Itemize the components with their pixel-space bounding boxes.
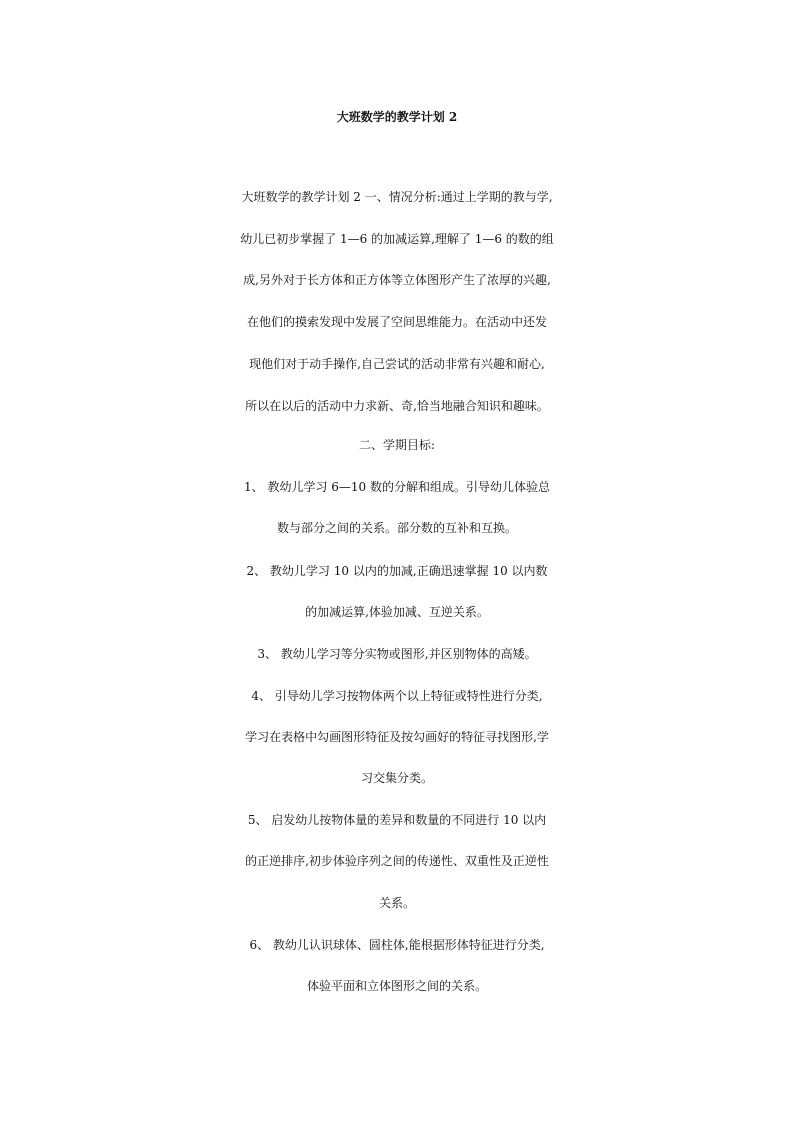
list-item-continuation: 学习在表格中勾画图形特征及按勾画好的特征寻找图形,学 xyxy=(245,730,549,744)
list-item-continuation: 关系。 xyxy=(378,896,415,910)
list-item: 6、 教幼儿认识球体、圆柱体,能根据形体特征进行分类, xyxy=(249,938,545,952)
text-line: 在他们的摸索发现中发展了空间思维能力。在活动中还发 xyxy=(246,315,547,329)
list-item: 2、 教幼儿学习 10 以内的加减,正确迅速掌握 10 以内数 xyxy=(246,564,548,578)
text-line: 成,另外对于长方体和正方体等立体图形产生了浓厚的兴趣, xyxy=(243,273,551,287)
list-item: 1、 教幼儿学习 6—10 数的分解和组成。引导幼儿体验总 xyxy=(244,480,550,494)
text-line: 所以在以后的活动中力求新、奇,恰当地融合知识和趣味。 xyxy=(245,399,549,413)
text-line: 现他们对于动手操作,自己尝试的活动非常有兴趣和耐心, xyxy=(249,357,545,371)
text-line: 大班数学的教学计划 2 一、情况分析:通过上学期的教与学, xyxy=(241,190,553,204)
list-item-continuation: 体验平面和立体图形之间的关系。 xyxy=(306,979,487,993)
list-item: 5、 启发幼儿按物体量的差异和数量的不同进行 10 以内 xyxy=(247,813,547,827)
list-item-continuation: 习交集分类。 xyxy=(360,771,433,785)
list-item: 4、 引导幼儿学习按物体两个以上特征或特性进行分类, xyxy=(251,689,543,703)
list-item-continuation: 的正逆排序,初步体验序列之间的传递性、双重性及正逆性 xyxy=(245,854,549,868)
section-heading: 二、学期目标: xyxy=(358,438,436,452)
text-line: 幼儿已初步掌握了 1—6 的加减运算,理解了 1—6 的数的组 xyxy=(240,232,554,246)
list-item: 3、 教幼儿学习等分实物或图形,并区别物体的高矮。 xyxy=(257,647,537,661)
list-item-continuation: 数与部分之间的关系。部分数的互补和互换。 xyxy=(276,521,517,535)
list-item-continuation: 的加减运算,体验加减、互逆关系。 xyxy=(305,605,489,619)
document-title: 大班数学的教学计划 2 xyxy=(336,110,458,124)
